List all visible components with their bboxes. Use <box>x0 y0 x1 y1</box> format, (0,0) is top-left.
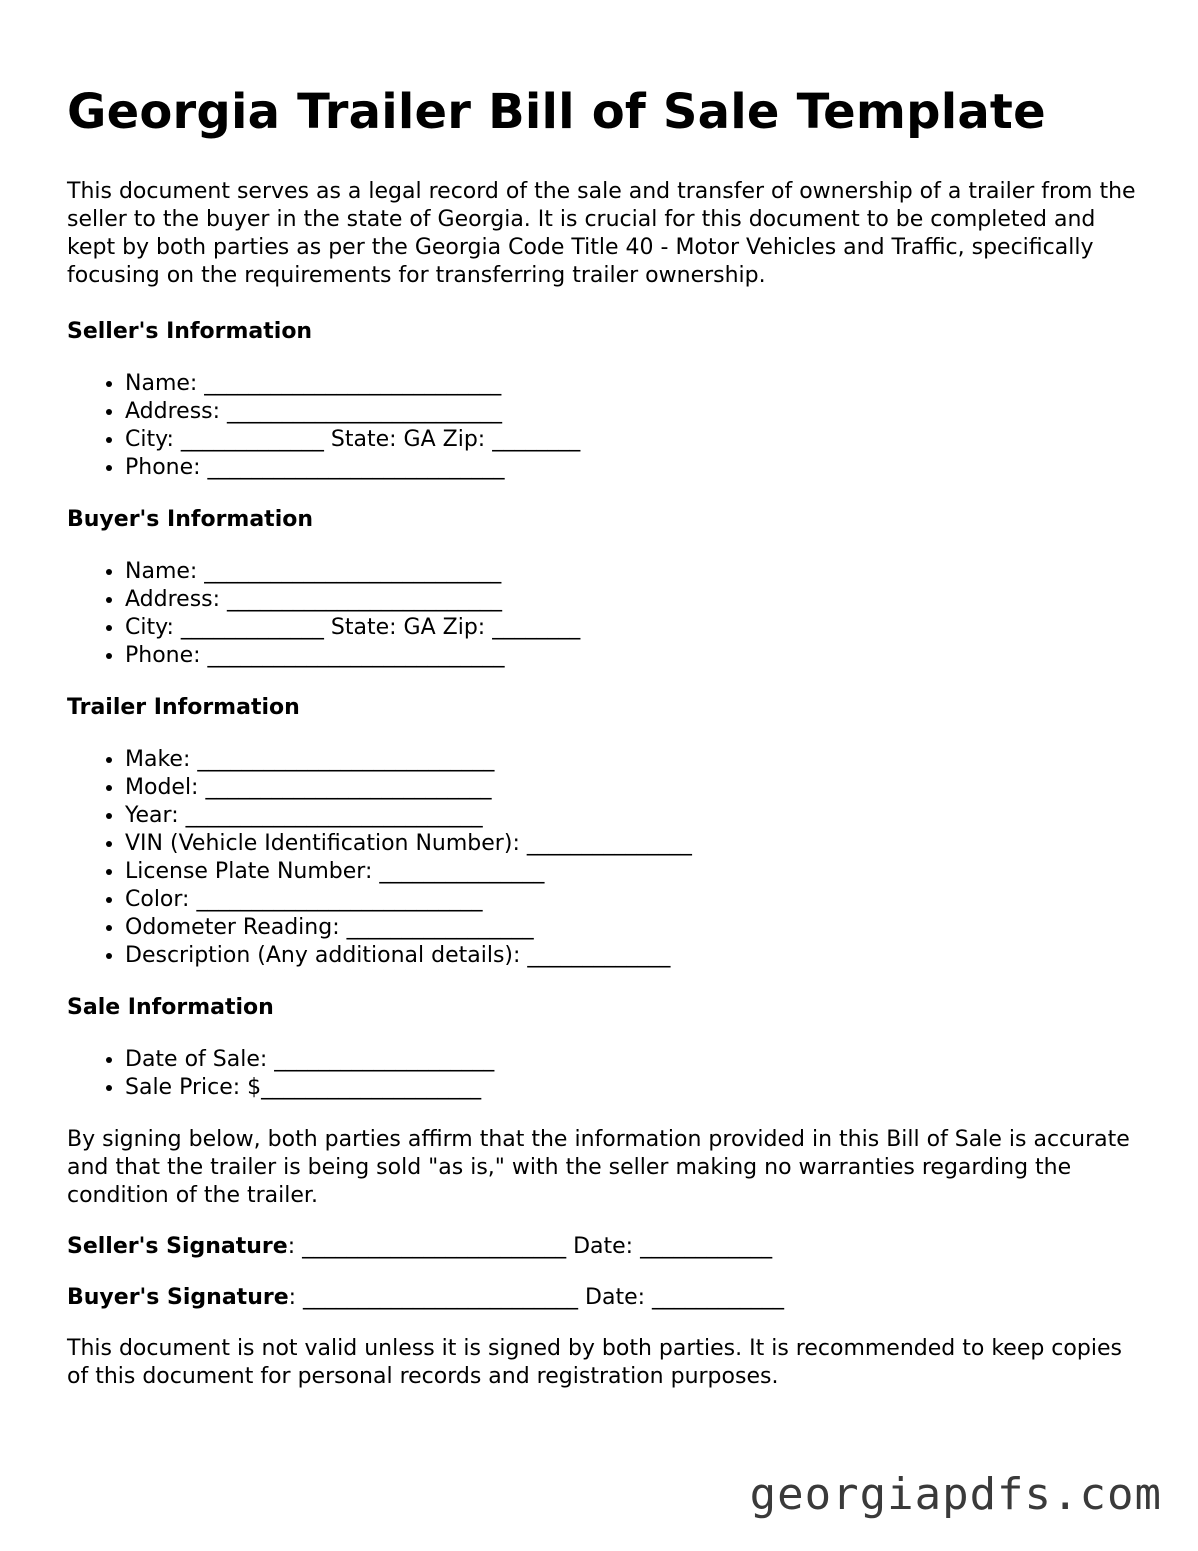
seller-name-field: • Name: ___________________________ <box>125 370 1137 398</box>
page-title: Georgia Trailer Bill of Sale Template <box>67 84 1046 140</box>
sale-fields <box>67 1046 1137 1102</box>
buyer-phone-field: • Phone: ___________________________ <box>125 642 1137 670</box>
trailer-odometer-field: • Odometer Reading: _________________ <box>125 914 1137 942</box>
seller-signature-blank: : ________________________ Date: ____________ <box>287 1234 773 1259</box>
buyer-fields <box>67 558 1137 670</box>
affirmation-paragraph: By signing below, both parties affirm that the information provided in this Bill of Sale is accurate and that the trailer is being sold "as is," with the seller making no warranties regarding the condition of the trailer. <box>67 1127 1130 1208</box>
sale-price-field: • Sale Price: $____________________ <box>125 1074 1137 1102</box>
trailer-vin-field: • VIN (Vehicle Identification Number): _______________ <box>125 830 1137 858</box>
intro-paragraph: This document serves as a legal record of the sale and transfer of ownership of a trailer from the seller to the buyer in the state of Georgia. It is crucial for this document to be completed and kept by both parties as per the Georgia Code Title 40 - Motor Vehicles and Traffic, specifically focusing on the requirements for transferring trailer ownership. <box>67 179 1136 288</box>
buyer-signature-label: Buyer's Signature <box>67 1285 289 1310</box>
trailer-model-field: • Model: __________________________ <box>125 774 1137 802</box>
trailer-heading: Trailer Information <box>67 695 300 720</box>
trailer-year-field: • Year: ___________________________ <box>125 802 1137 830</box>
buyer-address-field: • Address: _________________________ <box>125 586 1137 614</box>
buyer-city-state-zip-field: • City: _____________ State: GA Zip: ________ <box>125 614 1137 642</box>
closing-paragraph: This document is not valid unless it is signed by both parties. It is recommended to keep copies of this document for personal records and registration purposes. <box>67 1336 1122 1389</box>
seller-city-state-zip-field: • City: _____________ State: GA Zip: ________ <box>125 426 1137 454</box>
seller-address-field: • Address: _________________________ <box>125 398 1137 426</box>
seller-heading: Seller's Information <box>67 319 313 344</box>
trailer-description-field: • Description (Any additional details): _____________ <box>125 942 1137 970</box>
watermark: georgiapdfs.com <box>749 1469 1162 1520</box>
trailer-plate-field: • License Plate Number: _______________ <box>125 858 1137 886</box>
trailer-color-field: • Color: __________________________ <box>125 886 1137 914</box>
seller-phone-field: • Phone: ___________________________ <box>125 454 1137 482</box>
sale-heading: Sale Information <box>67 995 274 1020</box>
trailer-fields <box>67 746 1137 970</box>
seller-signature-line <box>67 1233 1137 1261</box>
seller-fields <box>67 370 1137 482</box>
buyer-signature-line <box>67 1284 1137 1312</box>
sale-date-field: • Date of Sale: ____________________ <box>125 1046 1137 1074</box>
seller-signature-label: Seller's Signature <box>67 1234 288 1259</box>
trailer-make-field: • Make: ___________________________ <box>125 746 1137 774</box>
buyer-signature-blank: : _________________________ Date: ____________ <box>288 1285 785 1310</box>
document-page <box>67 80 1137 1391</box>
buyer-heading: Buyer's Information <box>67 507 314 532</box>
buyer-name-field: • Name: ___________________________ <box>125 558 1137 586</box>
